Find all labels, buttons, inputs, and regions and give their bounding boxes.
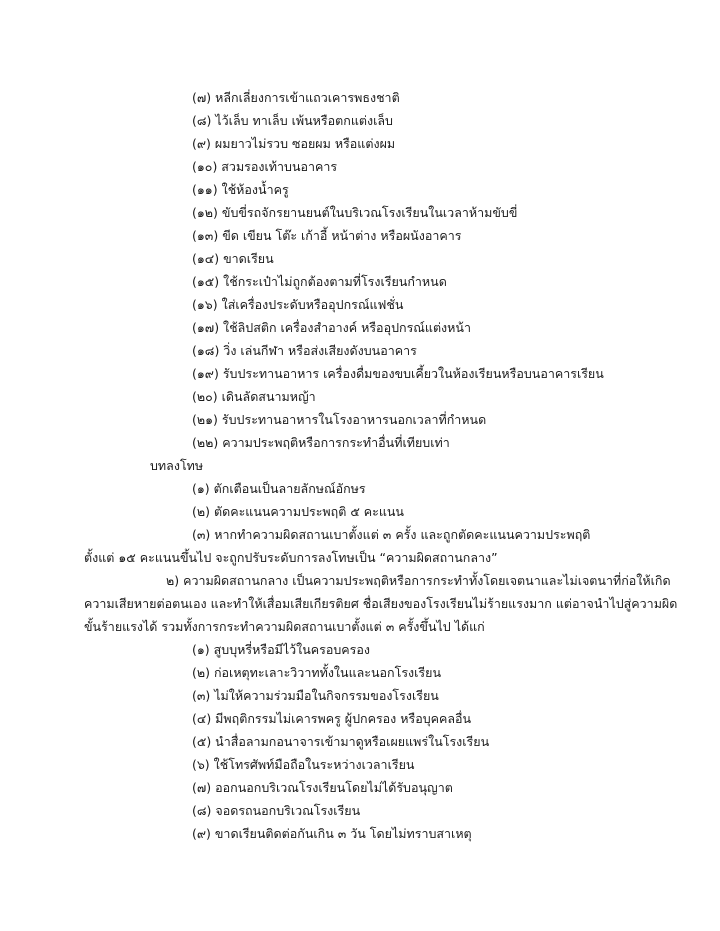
list-item: (๑๗) ใช้ลิปสติก เครื่องสำอางค์ หรืออุปกรณ์แต่งหน้า [192,320,471,335]
list-item: (๕) นำสื่อลามกอนาจารเข้ามาดูหรือเผยแพร่ในโรงเรียน [192,734,490,749]
list-item: (๙) ผมยาวไม่รวบ ซอยผม หรือแต่งผม [192,136,396,151]
list-item: (๑๒) ขับขี่รถจักรยานยนต์ในบริเวณโรงเรียนในเวลาห้ามขับขี่ [192,205,518,220]
list-item: (๑) สูบบุหรี่หรือมีไว้ในครอบครอง [192,642,370,657]
penalty-heading: บทลงโทษ [150,458,204,473]
list-item: (๔) มีพฤติกรรมไม่เคารพครู ผู้ปกครอง หรือบุคคลอื่น [192,711,472,726]
list-item: (๒) ก่อเหตุทะเลาะวิวาททั้งในและนอกโรงเรียน [192,665,442,680]
list-item: (๗) ออกนอกบริเวณโรงเรียนโดยไม่ได้รับอนุญาต [192,780,453,795]
list-item: (๑๔) ขาดเรียน [192,251,274,266]
penalty-continuation: ตั้งแต่ ๑๕ คะแนนขึ้นไป จะถูกปรับระดับการลงโทษเป็น “ความผิดสถานกลาง” [84,550,498,565]
list-item: (๒๒) ความประพฤติหรือการกระทำอื่นที่เทียบเท่า [192,435,450,450]
list-item: (๓) ไม่ให้ความร่วมมือในกิจกรรมของโรงเรียน [192,688,439,703]
list-item: (๑๓) ขีด เขียน โต๊ะ เก้าอี้ หน้าต่าง หรือผนังอาคาร [192,228,462,243]
list-item: (๑๙) รับประทานอาหาร เครื่องดื่มของขบเคี้ยวในห้องเรียนหรือบนอาคารเรียน [192,366,604,381]
list-item: (๘) จอดรถนอกบริเวณโรงเรียน [192,803,361,818]
penalty-item: (๑) ตักเตือนเป็นลายลักษณ์อักษร [192,481,366,496]
section-2-paragraph-line: ความเสียหายต่อตนเอง และทำให้เสื่อมเสียเกียรติยศ ชื่อเสียงของโรงเรียนไม่ร้ายแรงมาก แต่อาจนำไปสู่ความผิด [84,596,678,611]
list-item: (๑๑) ใช้ห้องน้ำครู [192,182,289,197]
list-item: (๗) หลีกเลี่ยงการเข้าแถวเคารพธงชาติ [192,90,400,105]
list-item: (๒๑) รับประทานอาหารในโรงอาหารนอกเวลาที่กำหนด [192,412,487,427]
list-item: (๒๐) เดินลัดสนามหญ้า [192,389,316,404]
list-item: (๘) ไว้เล็บ ทาเล็บ เพ้นหรือตกแต่งเล็บ [192,113,393,128]
penalty-item: (๓) หากทำความผิดสถานเบาตั้งแต่ ๓ ครั้ง และถูกตัดคะแนนความประพฤติ [192,527,591,542]
section-2-paragraph-line: ๒) ความผิดสถานกลาง เป็นความประพฤติหรือการกระทำทั้งโดยเจตนาและไม่เจตนาที่ก่อให้เกิด [166,573,671,588]
list-item: (๑๐) สวมรองเท้าบนอาคาร [192,159,338,174]
list-item: (๑๘) วิ่ง เล่นกีฬา หรือส่งเสียงดังบนอาคาร [192,343,417,358]
list-item: (๑๖) ใส่เครื่องประดับหรืออุปกรณ์แฟชั่น [192,297,404,312]
section-2-paragraph-line: ขั้นร้ายแรงได้ รวมทั้งการกระทำความผิดสถานเบาตั้งแต่ ๓ ครั้งขึ้นไป ได้แก่ [84,619,485,634]
list-item: (๑๕) ใช้กระเป๋าไม่ถูกต้องตามที่โรงเรียนกำหนด [192,274,447,289]
penalty-item: (๒) ตัดคะแนนความประพฤติ ๕ คะแนน [192,504,404,519]
list-item: (๖) ใช้โทรศัพท์มือถือในระหว่างเวลาเรียน [192,757,415,772]
list-item: (๙) ขาดเรียนติดต่อกันเกิน ๓ วัน โดยไม่ทราบสาเหตุ [192,826,472,841]
